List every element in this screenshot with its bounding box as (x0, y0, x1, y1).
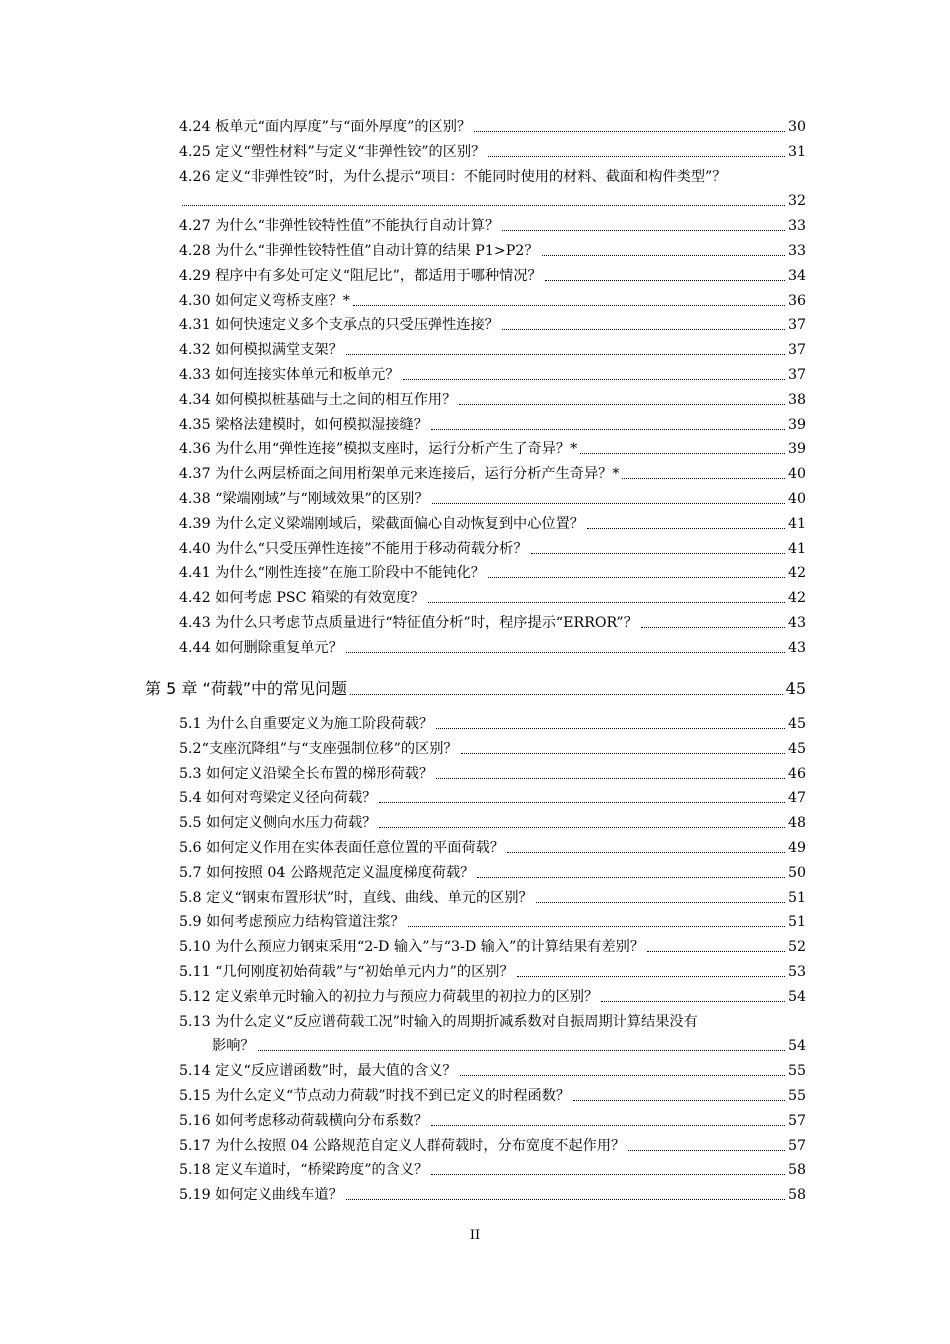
toc-entry[interactable] (179, 1110, 806, 1132)
toc-entry[interactable] (179, 1184, 806, 1206)
toc-entry-title: 5.18 定义车道时，“桥梁跨度”的含义？ (179, 1162, 429, 1179)
dot-leader (353, 305, 785, 306)
toc-entry-page: 37 (787, 367, 806, 383)
toc-entry-page: 33 (787, 218, 806, 235)
dot-leader (258, 1050, 785, 1051)
toc-entry[interactable] (179, 389, 806, 411)
toc-entry[interactable] (179, 887, 806, 909)
toc-entry-page: 45 (787, 716, 806, 732)
toc-entry-page: 31 (787, 143, 806, 160)
toc-entry-continuation[interactable] (179, 190, 806, 212)
dot-leader (379, 802, 785, 803)
dot-leader (460, 1075, 785, 1076)
toc-entry-title: 4.41 为什么“刚性连接”在施工阶段中不能钝化？ (179, 565, 485, 582)
dot-leader (477, 877, 785, 878)
toc-entry[interactable] (179, 215, 806, 237)
toc-entry-page: 42 (787, 565, 806, 582)
toc-entry-title: 5.5 如何定义侧向水压力荷载？ (179, 815, 377, 832)
toc-entry-page: 55 (787, 1088, 806, 1104)
dot-leader (379, 827, 785, 828)
dot-leader (580, 453, 785, 454)
toc-entry[interactable] (179, 314, 806, 336)
dot-leader (531, 553, 785, 554)
toc-entry-page: 43 (787, 639, 806, 656)
toc-entry-page: 39 (787, 416, 806, 433)
toc-entry-page: 39 (787, 441, 806, 458)
toc-entry[interactable] (179, 936, 806, 958)
toc-entry-continuation[interactable] (212, 1035, 806, 1057)
toc-entry-page: 51 (787, 889, 806, 906)
toc-entry-title: 5.4 如何对弯梁定义径向荷载？ (179, 790, 377, 807)
toc-entry[interactable] (179, 562, 806, 584)
toc-entry[interactable] (179, 463, 806, 485)
toc-entry-title: 5.6 如何定义作用在实体表面任意位置的平面荷载？ (179, 840, 505, 856)
toc-entry[interactable] (179, 166, 806, 188)
dot-leader (573, 1100, 785, 1101)
toc-entry-page: 40 (787, 466, 806, 483)
toc-entry[interactable] (179, 961, 806, 983)
toc-entry-page: 41 (787, 540, 806, 557)
toc-entry[interactable] (179, 1060, 806, 1082)
toc-entry[interactable] (179, 513, 806, 535)
toc-entry-page: 37 (787, 317, 806, 334)
toc-entry[interactable] (179, 763, 806, 785)
dot-leader (350, 694, 783, 695)
toc-entry-title: 4.33 如何连接实体单元和板单元？ (179, 367, 400, 383)
toc-entry-title: 4.29 程序中有多处可定义“阻尼比”，都适用于哪种情况？ (179, 267, 542, 284)
toc-entry[interactable] (179, 738, 806, 760)
dot-leader (628, 1150, 785, 1151)
dot-leader (346, 652, 785, 653)
toc-entry-title: 5.11 “几何刚度初始荷载”与“初始单元内力”的区别？ (179, 964, 514, 980)
toc-entry[interactable] (179, 116, 806, 138)
dot-leader (346, 1199, 785, 1200)
dot-leader (545, 280, 785, 281)
toc-entry-title: 5.12 定义索单元时输入的初拉力与预应力荷载里的初拉力的区别？ (179, 988, 599, 1005)
dot-leader (641, 627, 785, 628)
toc-entry[interactable] (179, 339, 806, 361)
toc-entry[interactable] (179, 1159, 806, 1181)
toc-entry-title: 5.13 为什么定义“反应谱荷载工况”时输入的周期折减系数对自振周期计算结果没有 (179, 1013, 698, 1030)
toc-entry-title: 5.17 为什么按照 04 公路规范自定义人群荷载时，分布宽度不起作用？ (179, 1137, 626, 1154)
toc-entry-page: 49 (787, 840, 806, 856)
toc-entry-title: 4.39 为什么定义梁端刚域后，梁截面偏心自动恢复到中心位置？ (179, 515, 584, 532)
toc-entry[interactable] (179, 265, 806, 287)
dot-leader (502, 329, 785, 330)
toc-entry-page: 57 (787, 1112, 806, 1129)
toc-entry-page: 45 (787, 740, 806, 757)
toc-entry-page: 58 (787, 1187, 806, 1204)
toc-entry[interactable] (179, 414, 806, 436)
toc-entry[interactable] (179, 1011, 806, 1033)
toc-entry[interactable] (179, 240, 806, 262)
toc-entry-title: 5.10 为什么预应力钢束采用“2-D 输入”与“3-D 输入”的计算结果有差别？ (179, 939, 645, 956)
toc-entry-title: 4.35 梁格法建模时，如何模拟湿接缝？ (179, 416, 428, 433)
toc-entry[interactable] (179, 1085, 806, 1107)
toc-entry[interactable] (179, 787, 806, 809)
dot-leader (346, 354, 785, 355)
dot-leader (542, 255, 785, 256)
toc-entry[interactable] (179, 488, 806, 510)
toc-entry-page: 50 (787, 864, 806, 881)
toc-entry-page: 52 (787, 939, 806, 956)
chapter-title: 第 5 章 “荷载”中的常见问题 (145, 679, 348, 698)
toc-entry-title: 5.14 定义“反应谱函数”时，最大值的含义？ (179, 1063, 457, 1080)
dot-leader (507, 852, 785, 853)
toc-entry-title: 4.37 为什么两层桥面之间用桁架单元来连接后，运行分析产生奇异？* (179, 466, 620, 483)
toc-entry-page: 36 (787, 292, 806, 309)
dot-leader (488, 156, 785, 157)
dot-leader (488, 577, 785, 578)
dot-leader (431, 1174, 785, 1175)
toc-entry-page: 34 (787, 267, 806, 284)
toc-entry-title: 5.7 如何按照 04 公路规范定义温度梯度荷载？ (179, 864, 475, 881)
toc-entry-title: 5.8 定义“钢束布置形状”时，直线、曲线、单元的区别？ (179, 889, 533, 906)
dot-leader (474, 131, 785, 132)
toc-entry-page: 42 (787, 590, 806, 607)
toc-entry[interactable] (179, 986, 806, 1008)
toc-entry-page: 46 (787, 765, 806, 782)
dot-leader (408, 926, 785, 927)
toc-entry[interactable] (179, 812, 806, 834)
dot-leader (403, 379, 785, 380)
toc-entry-page: 55 (787, 1063, 806, 1080)
toc-entry-page: 32 (787, 193, 806, 210)
dot-leader (459, 404, 785, 405)
dot-leader (431, 1125, 785, 1126)
dot-leader (461, 753, 785, 754)
toc-entry-title: 4.44 如何删除重复单元？ (179, 639, 343, 656)
toc-entry-title: 4.34 如何模拟桩基础与土之间的相互作用？ (179, 391, 457, 408)
toc-entry[interactable] (179, 1135, 806, 1157)
toc-entry[interactable] (179, 612, 806, 634)
dot-leader (601, 1001, 785, 1002)
toc-entry-title: 4.28 为什么“非弹性铰特性值”自动计算的结果 P1>P2？ (179, 243, 539, 259)
toc-entry-page: 54 (787, 988, 806, 1005)
toc-entry-title: 5.19 如何定义曲线车道？ (179, 1187, 343, 1204)
toc-entry[interactable] (179, 438, 806, 460)
toc-entry-page: 30 (787, 119, 806, 135)
toc-entry-page: 40 (787, 491, 806, 507)
toc-entry-page: 57 (787, 1137, 806, 1154)
toc-entry-title: 4.36 为什么用“弹性连接”模拟支座时，运行分析产生了奇异？* (179, 441, 578, 458)
toc-entry[interactable] (179, 911, 806, 933)
toc-entry-title: 5.9 如何考虑预应力结构管道注浆？ (179, 914, 405, 931)
dot-leader (432, 503, 785, 504)
toc-entry[interactable] (179, 637, 806, 659)
toc-entry-page: 41 (787, 515, 806, 532)
toc-entry-page: 51 (787, 914, 806, 931)
page-number: II (469, 1228, 481, 1243)
toc-entry-page: 54 (787, 1038, 806, 1055)
toc-entry-title: 5.1 为什么自重要定义为施工阶段荷载？ (179, 716, 434, 732)
dot-leader (431, 429, 785, 430)
toc-entry-page: 43 (787, 615, 806, 631)
toc-entry-title: 4.38 “梁端刚域”与“刚域效果”的区别？ (179, 491, 429, 507)
toc-entry[interactable] (179, 538, 806, 560)
toc-entry[interactable] (179, 290, 806, 312)
toc-entry-page: 33 (787, 243, 806, 259)
toc-entry[interactable] (179, 862, 806, 884)
toc-entry-title: 5.16 如何考虑移动荷载横向分布系数？ (179, 1112, 428, 1129)
toc-entry-title: 4.25 定义“塑性材料”与定义“非弹性铰”的区别？ (179, 143, 486, 160)
toc-entry-title: 4.43 为什么只考虑节点质量进行“特征值分析”时，程序提示“ERROR”？ (179, 615, 638, 631)
toc-entry[interactable] (179, 587, 806, 609)
dot-leader (622, 478, 784, 479)
toc-entry-title: 4.24 板单元“面内厚度”与“面外厚度”的区别？ (179, 119, 472, 135)
dot-leader (517, 976, 785, 977)
dot-leader (647, 951, 785, 952)
toc-entry-page: 48 (787, 815, 806, 832)
toc-entry-title: 4.40 为什么“只受压弹性连接”不能用于移动荷载分析？ (179, 540, 528, 557)
toc-entry-page: 58 (787, 1162, 806, 1179)
toc-entry-title: 4.26 定义“非弹性铰”时，为什么提示“项目：不能同时使用的材料、截面和构件类型”？ (179, 168, 727, 185)
toc-entry-title: 4.30 如何定义弯桥支座？* (179, 292, 350, 309)
toc-entry-page: 37 (787, 342, 806, 359)
chapter-heading[interactable] (145, 676, 806, 702)
toc-entry-title: 4.31 如何快速定义多个支承点的只受压弹性连接？ (179, 317, 499, 334)
toc-entry[interactable] (179, 141, 806, 163)
dot-leader (436, 728, 785, 729)
toc-entry-title: 4.32 如何模拟满堂支架？ (179, 342, 343, 359)
dot-leader (436, 778, 785, 779)
toc-entry[interactable] (179, 837, 806, 859)
toc-entry-title: 5.2“支座沉降组”与“支座强制位移”的区别？ (179, 740, 458, 757)
toc-entry-title: 5.3 如何定义沿梁全长布置的梯形荷载？ (179, 765, 434, 782)
dot-leader (182, 205, 785, 206)
toc-entry[interactable] (179, 364, 806, 386)
dot-leader (428, 602, 785, 603)
chapter-page: 45 (785, 679, 806, 698)
dot-leader (587, 528, 785, 529)
toc-entry-page: 53 (787, 964, 806, 980)
toc-entry[interactable] (179, 713, 806, 735)
toc-entry-title: 4.27 为什么“非弹性铰特性值”不能执行自动计算？ (179, 218, 500, 235)
toc-entry-title: 5.15 为什么定义“节点动力荷载”时找不到已定义的时程函数？ (179, 1088, 571, 1104)
dot-leader (536, 902, 785, 903)
dot-leader (502, 230, 785, 231)
toc-entry-page: 47 (787, 790, 806, 807)
toc-entry-title-cont: 影响？ (212, 1038, 255, 1055)
toc-entry-title: 4.42 如何考虑 PSC 箱梁的有效宽度？ (179, 590, 425, 607)
toc-entry-page: 38 (787, 391, 806, 408)
